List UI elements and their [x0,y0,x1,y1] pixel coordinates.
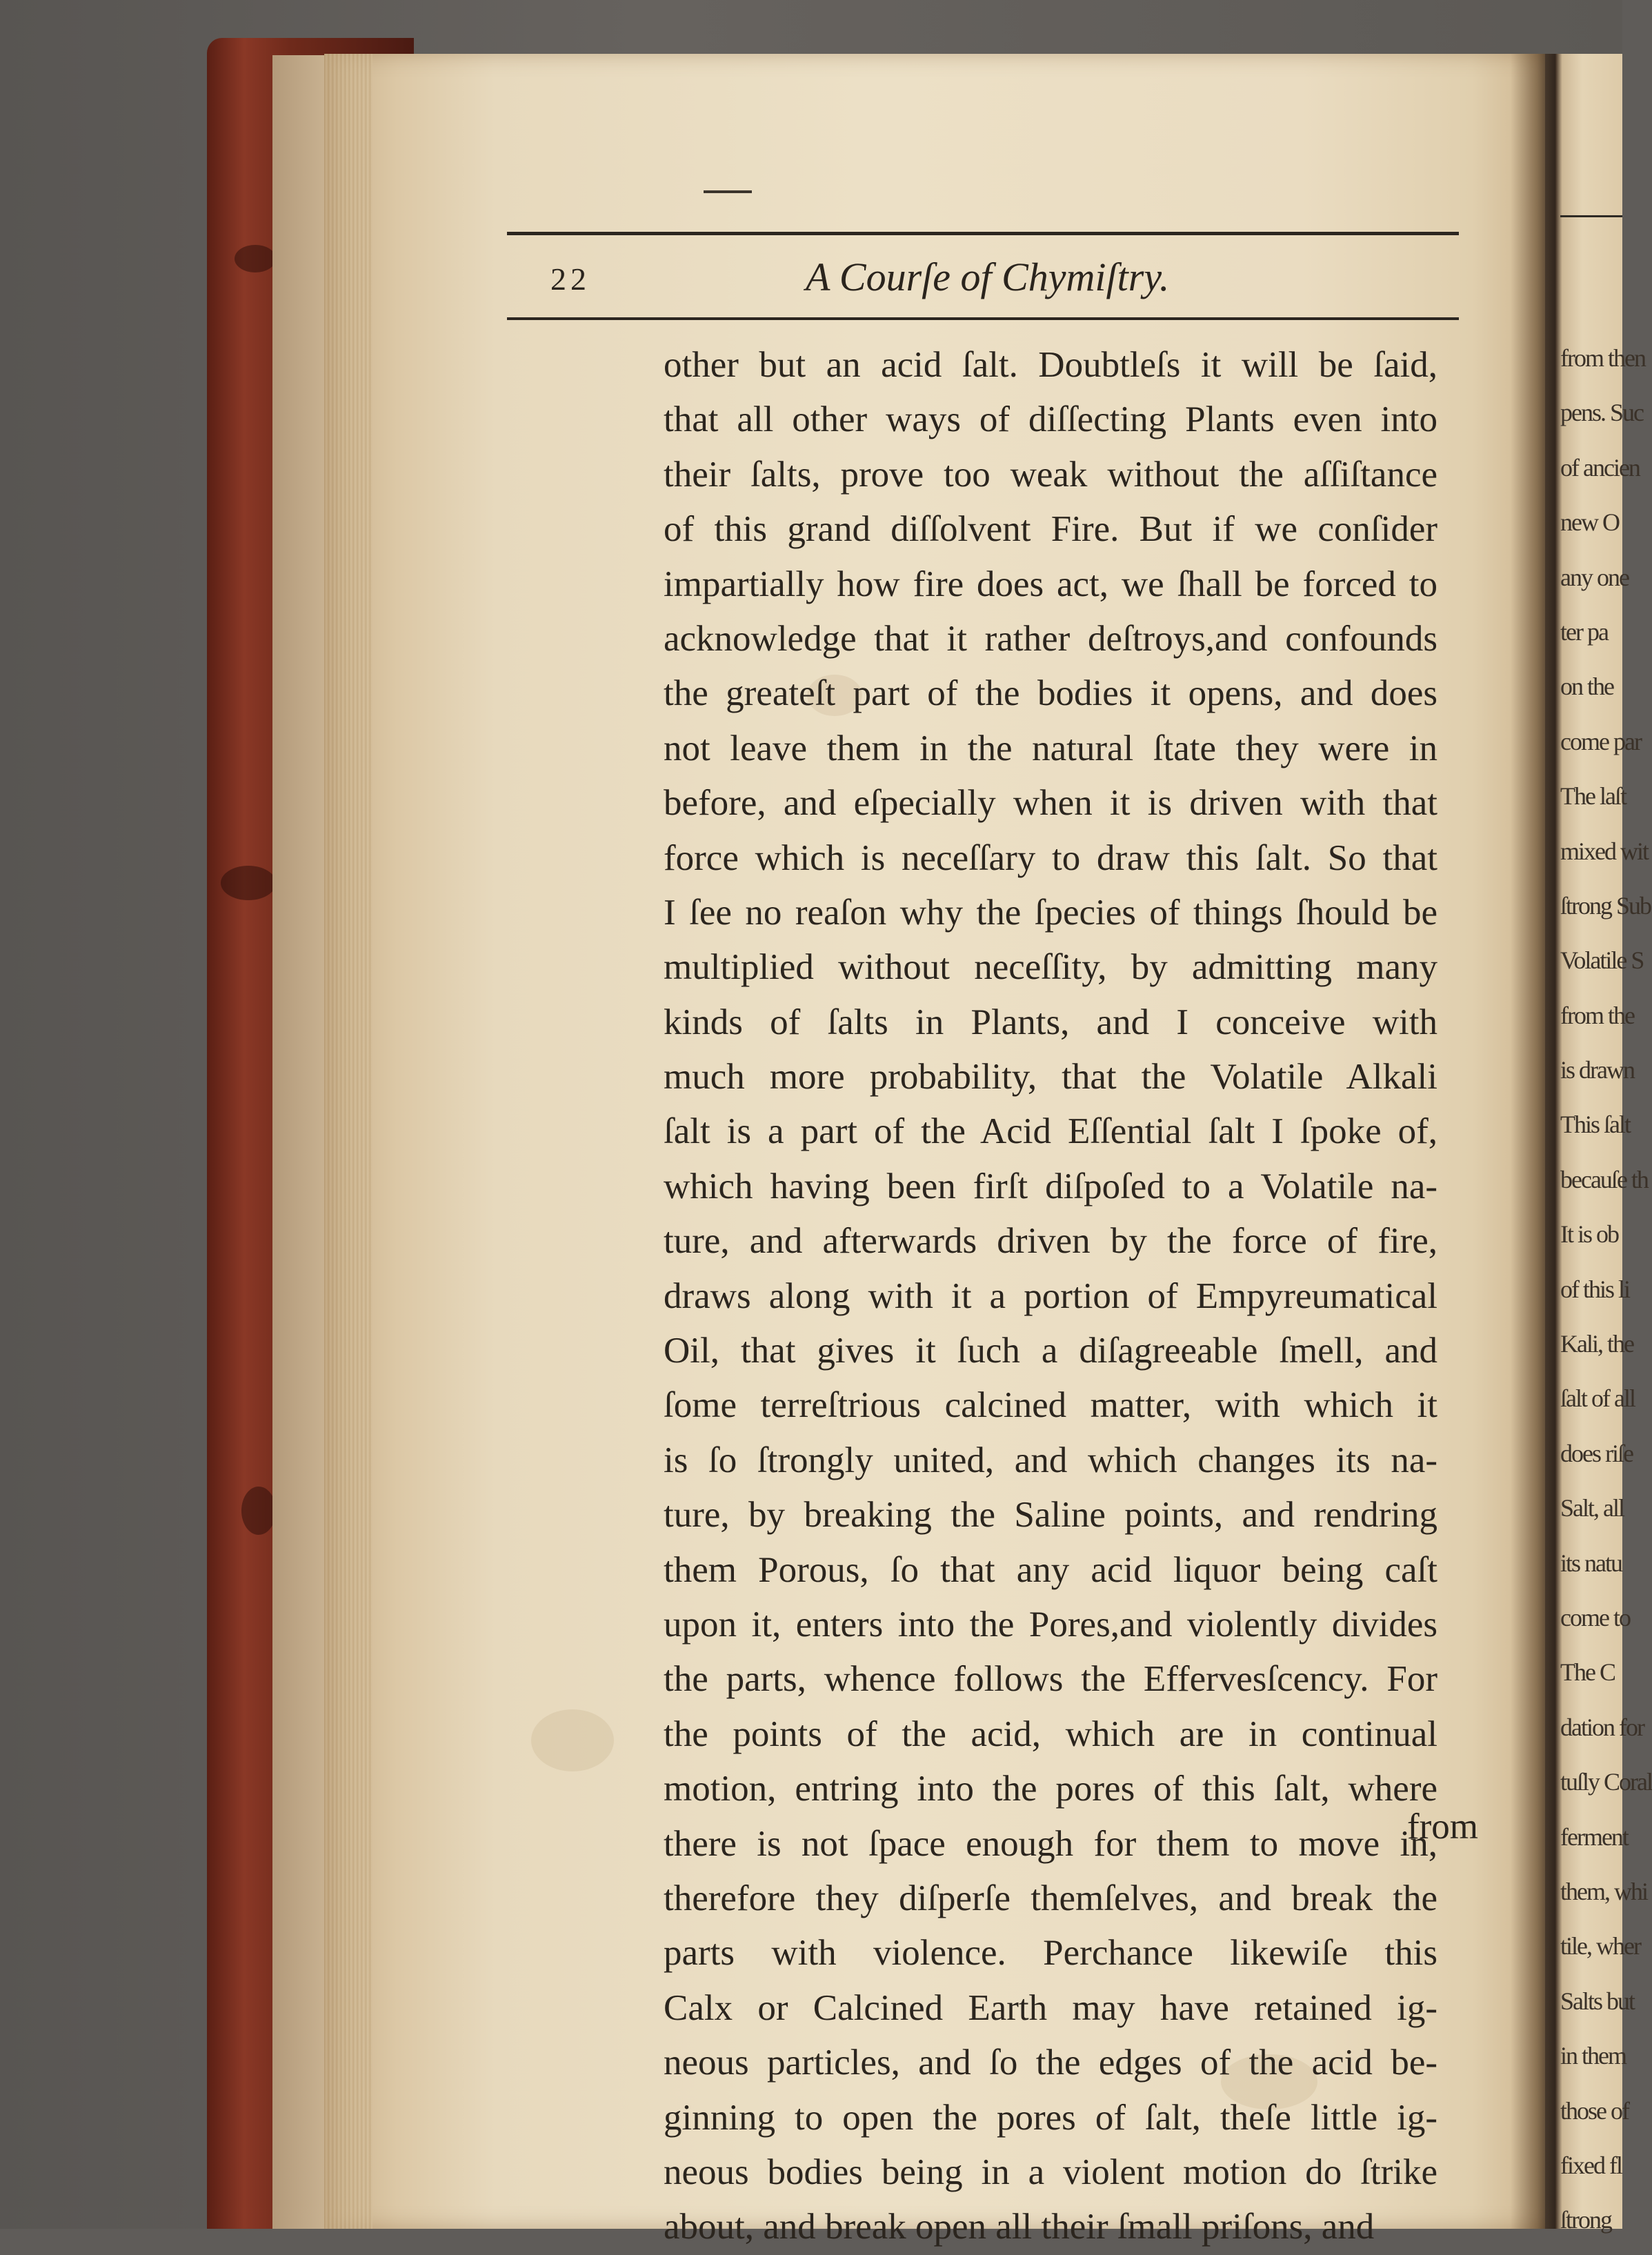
text-line: their ſalts, prove too weak without the aſſiſtance [664,454,1437,495]
text-line: much more probability, that the Volatile Alkali [664,1057,1437,1097]
facing-page-line: any one [1560,563,1629,591]
facing-page-line: Kali, the [1560,1330,1633,1358]
text-line: multiplied without neceſſity, by admitting many [664,947,1437,988]
facing-page-line: Volatile S [1560,946,1644,975]
body-text [664,338,1437,2255]
header-top-rule [507,232,1459,235]
gutter-shadow [1511,54,1559,2229]
text-line: upon it, enters into the Pores,and violently divides [664,1604,1437,1645]
text-line: Oil, that gives it ſuch a diſagreeable ſmell, and [664,1331,1437,1371]
text-line: of this grand diſſolvent Fire. But if we conſider [664,509,1437,550]
text-line: about, and break open all their ſmall priſons, and [664,2207,1375,2247]
header-bottom-rule [507,317,1459,320]
facing-page-line: is drawn [1560,1056,1634,1084]
catchword: from [1407,1807,1479,1847]
text-line: ginning to open the pores of ſalt, theſe little ig- [664,2097,1437,2138]
text-line: neous particles, and ſo the edges of the acid be- [664,2043,1437,2083]
facing-page-line: The C [1560,1658,1615,1687]
facing-page-line: tuſly Coral [1560,1768,1652,1796]
facing-page-line: them, whi [1560,1877,1647,1905]
text-line: parts with violence. Perchance likewiſe this [664,1933,1437,1974]
text-line: ture, and afterwards driven by the force of fire, [664,1221,1437,1262]
text-line: draws along with it a portion of Empyreumatical [664,1275,1437,1316]
text-line: not leave them in the natural ſtate they were in [664,728,1437,768]
facing-page-line: those of [1560,2096,1629,2125]
text-line: that all other ways of diſſecting Plants even into [664,399,1437,440]
facing-page-line: tile, wher [1560,1932,1640,1960]
facing-page-line: ſalt of all [1560,1384,1635,1413]
cover-wear-spot [221,866,276,900]
text-line: the points of the acid, which are in continual [664,1713,1437,1754]
text-line: kinds of ſalts in Plants, and I conceive with [664,1002,1437,1042]
facing-page-line: pens. Suc [1560,399,1643,427]
text-line: ſalt is a part of the Acid Eſſential ſalt I ſpoke of, [664,1111,1437,1152]
facing-page-line: ter pa [1560,617,1608,646]
facing-page-line: in them [1560,2042,1626,2070]
text-line: ſome terreſtrious calcined matter, with which it [664,1385,1437,1426]
running-head: A Courſe of Chymiſtry. [806,255,1170,299]
facing-page-line: ſtrong [1560,2206,1611,2234]
text-line: acknowledge that it rather deſtroys,and confounds [664,618,1437,659]
facing-page-line: Salts but [1560,1987,1635,2015]
facing-page-line: mixed wit [1560,837,1648,865]
text-line: there is not ſpace enough for them to move in, [664,1823,1437,1864]
facing-page-line: ſtrong Sub [1560,891,1651,920]
text-line: ture, by breaking the Saline points, and rendring [664,1495,1437,1536]
page-fore-edge [324,54,372,2229]
facing-page-line: The laſt [1560,782,1626,811]
facing-page-line: come to [1560,1603,1630,1631]
text-line: before, and eſpecially when it is driven with that [664,783,1437,824]
facing-page-line: ferment [1560,1822,1628,1851]
facing-page-line: does riſe [1560,1439,1633,1467]
facing-page-line: on the [1560,673,1613,701]
text-line: force which is neceſſary to draw this ſalt. So that [664,837,1437,878]
facing-page-line: It is ob [1560,1220,1619,1249]
page-number: 22 [550,261,590,297]
text-line: therefore they diſperſe themſelves, and break the [664,1878,1437,1918]
facing-page-line: dation for [1560,1713,1644,1741]
facing-page-text [1560,331,1652,2248]
facing-page-line: new O [1560,508,1619,537]
facing-page-line: its natu [1560,1549,1622,1577]
text-line: motion, entring into the pores of this ſalt, where [664,1769,1437,1809]
facing-page-line: of this li [1560,1275,1630,1303]
cover-wear-spot [241,1487,276,1535]
facing-page-line: Salt, all [1560,1494,1624,1522]
text-line: them Porous, ſo that any acid liquor being caſt [664,1549,1437,1590]
facing-page-line: This ſalt [1560,1111,1630,1139]
text-line: neous bodies being in a violent motion do ſtrike [664,2152,1437,2192]
text-line: Calx or Calcined Earth may have retained ig- [664,1987,1437,2028]
facing-page-line: come par [1560,727,1641,755]
text-line: the greateſt part of the bodies it opens, and does [664,673,1437,714]
text-line: the parts, whence follows the Effervesſcency. For [664,1659,1437,1700]
facing-page-line: from then [1560,344,1645,372]
header-dash [704,190,752,193]
text-line: impartially how fire does act, we ſhall be forced to [664,564,1437,604]
text-line: is ſo ſtrongly united, and which changes its na- [664,1440,1437,1480]
text-line: I ſee no reaſon why the ſpecies of things ſhould be [664,892,1437,933]
foxing-spot [531,1709,614,1771]
text-line: other but an acid ſalt. Doubtleſs it will be ſaid, [664,345,1437,385]
text-line: which having been firſt diſpoſed to a Volatile na- [664,1166,1437,1206]
cover-wear-spot [235,245,276,272]
facing-page-line: becauſe th [1560,1165,1648,1193]
facing-page-line: from the [1560,1001,1634,1029]
facing-page-rule [1560,215,1622,217]
facing-page-line: fixed fl [1560,2151,1622,2179]
facing-page-line: of ancien [1560,453,1640,481]
